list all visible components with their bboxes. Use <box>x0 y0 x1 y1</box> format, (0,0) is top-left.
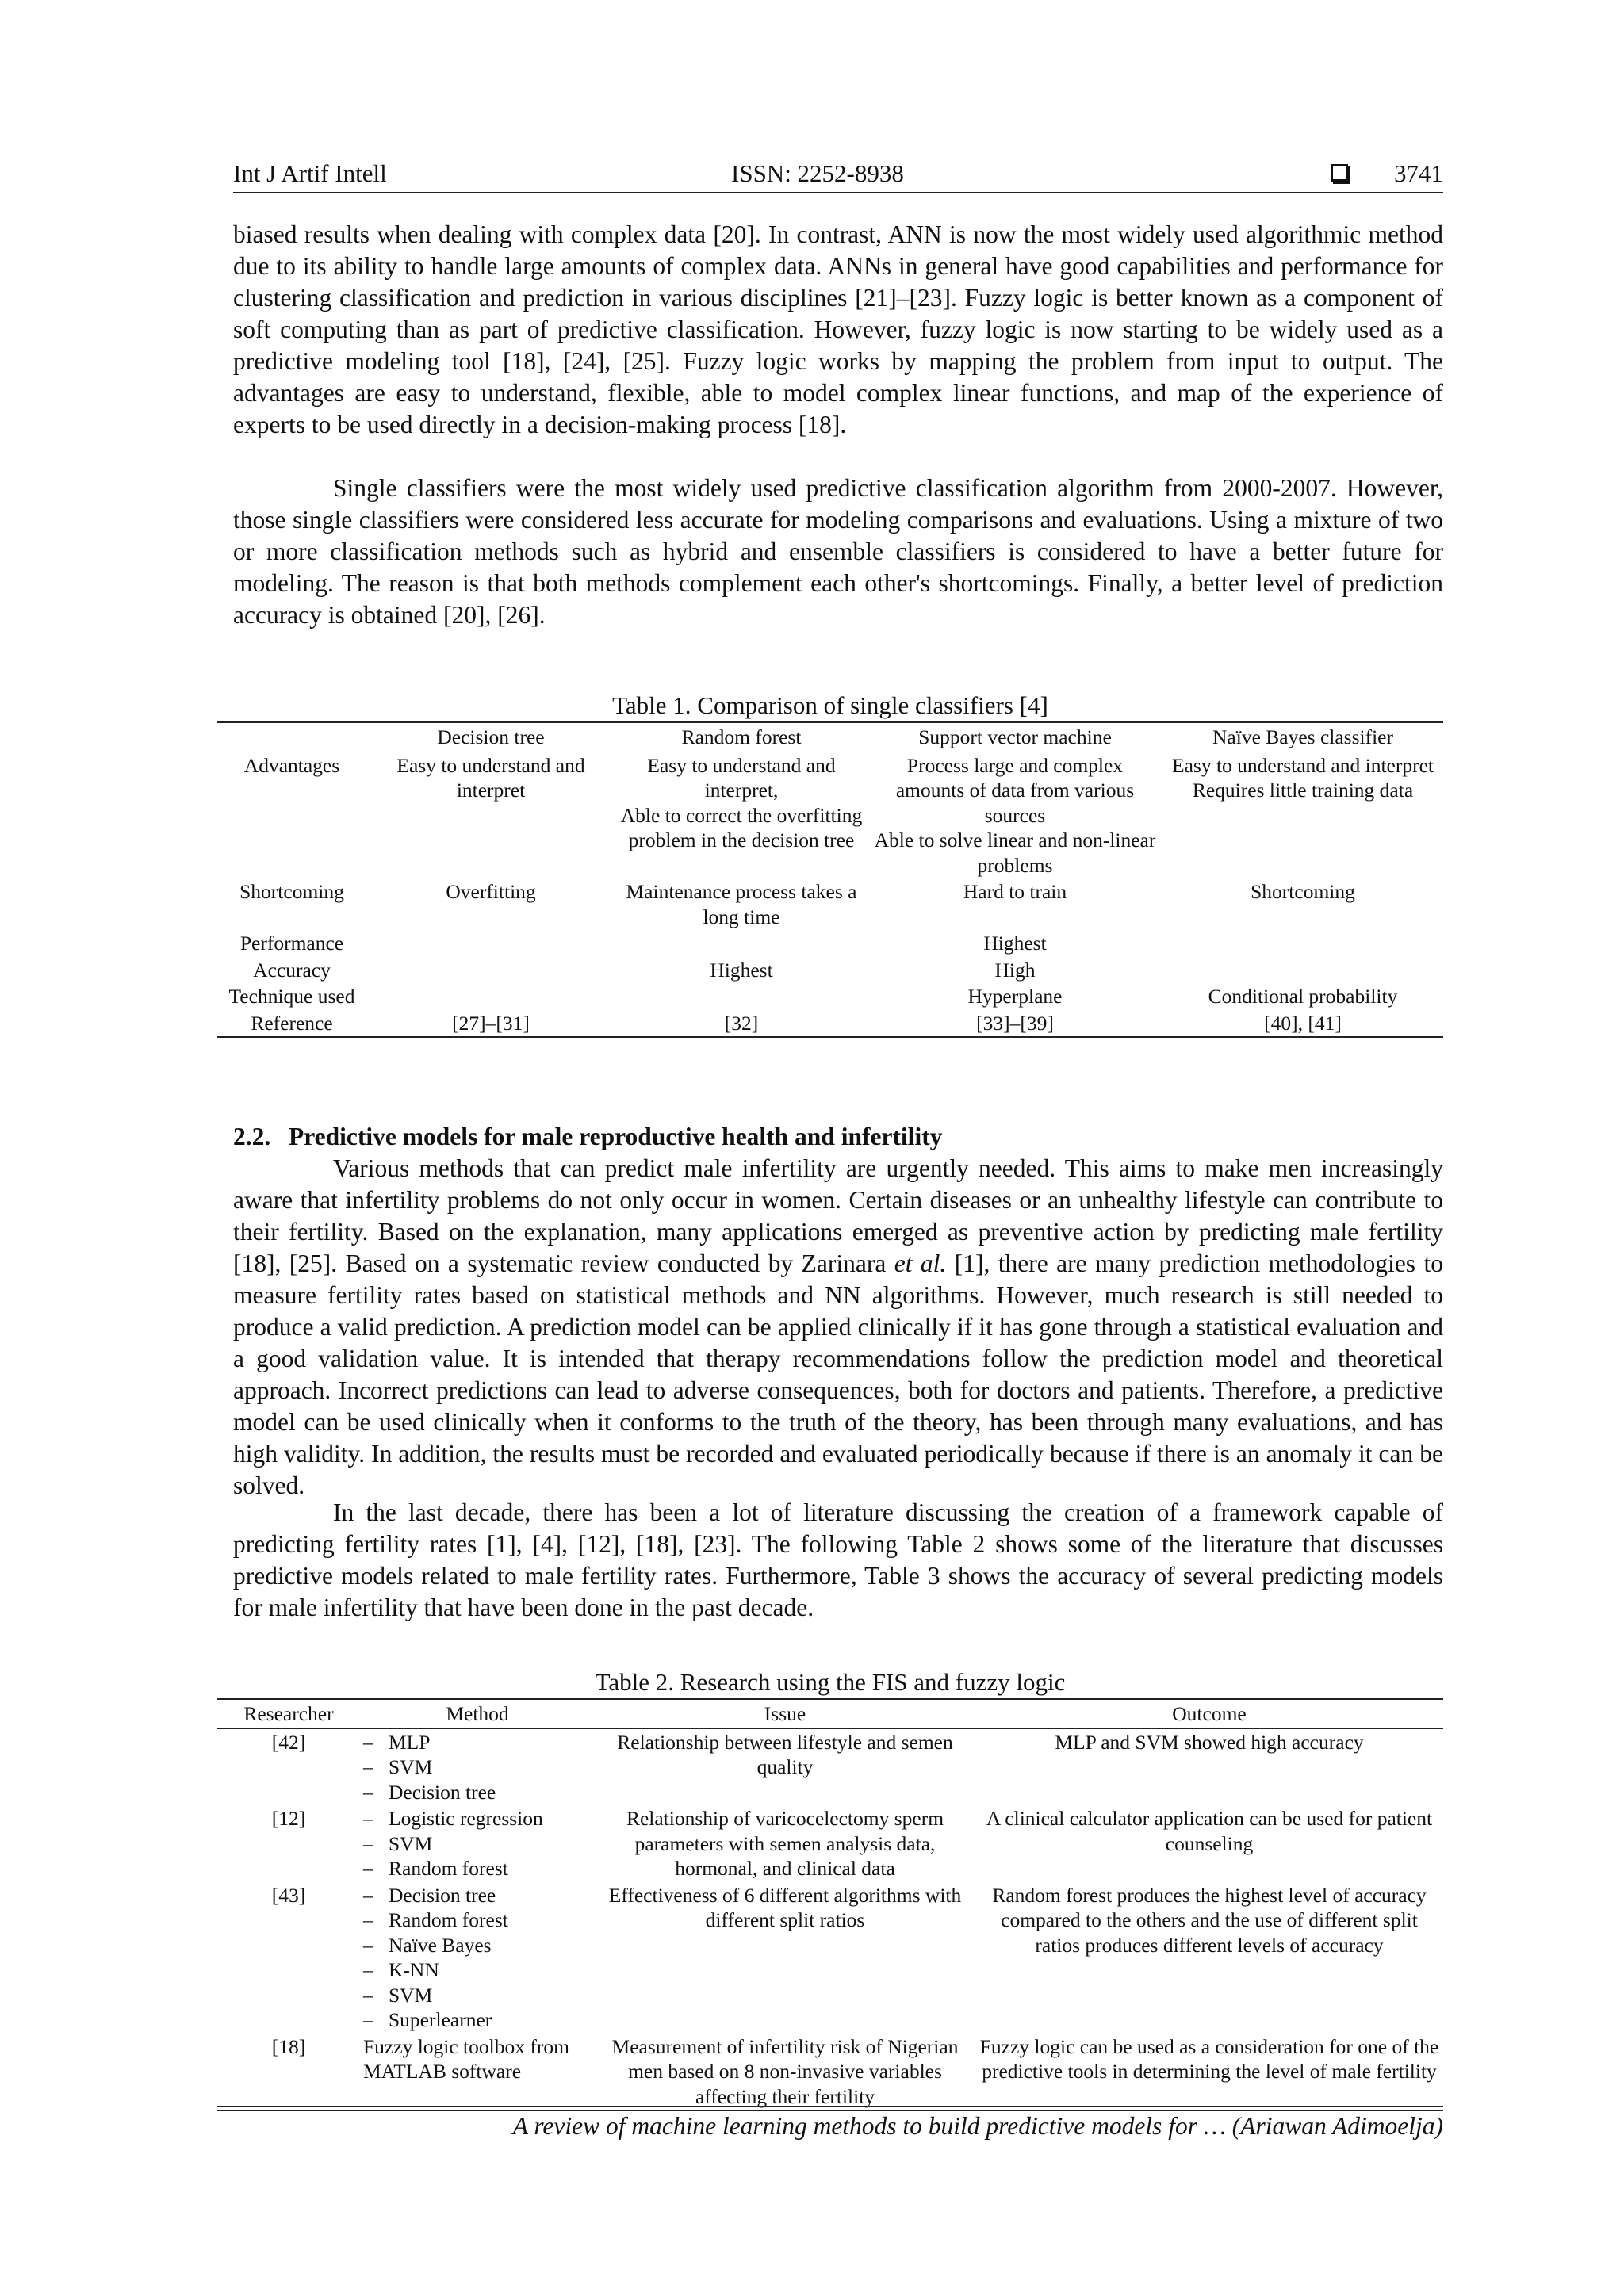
table-cell: Effectiveness of 6 different algorithms with different split ratios <box>608 1883 962 1931</box>
table-cell: Relationship between lifestyle and semen quality <box>617 1730 953 1778</box>
table-cell: [18] <box>217 2034 360 2111</box>
paragraph-male-infertility <box>233 1153 1443 1502</box>
table2-header-method: Method <box>360 1699 595 1728</box>
method-list <box>360 1882 595 2034</box>
method-item: – Logistic regression <box>363 1806 592 1831</box>
method-item: – Decision tree <box>363 1883 592 1908</box>
table1-header-blank <box>217 722 366 752</box>
table-cell: Random forest produces the highest level of accuracy compared to the others and the use of different split ratios produces different levels of accuracy <box>992 1883 1427 1957</box>
row-label: Accuracy <box>253 958 331 982</box>
table-row <box>217 1805 1443 1882</box>
table-cell: Easy to understand and interpret <box>396 753 585 802</box>
running-footer: A review of machine learning methods to build predictive models for … (Ariawan Adimoelja) <box>512 2112 1443 2140</box>
method-item: – K-NN <box>363 1957 592 1983</box>
table-cell: [33]–[39] <box>868 1010 1162 1038</box>
table2-header-outcome: Outcome <box>975 1699 1443 1728</box>
table1-header-decision-tree: Decision tree <box>366 722 615 752</box>
table-row <box>217 1010 1443 1038</box>
table-cell: High <box>994 958 1036 982</box>
table-cell: [40], [41] <box>1162 1010 1443 1038</box>
table2-header-row <box>217 1699 1443 1728</box>
issn: ISSN: 2252-8938 <box>731 159 904 187</box>
table1-header-naive-bayes: Naïve Bayes classifier <box>1162 722 1443 752</box>
cell-line: Able to solve linear and non-linear problems <box>874 828 1156 877</box>
table1-header-random-forest: Random forest <box>615 722 868 752</box>
table-cell <box>1162 752 1443 878</box>
table-cell <box>1162 957 1443 984</box>
table-cell: Highest <box>710 958 773 982</box>
method-item: – Naïve Bayes <box>363 1933 592 1958</box>
footer-rule <box>217 2106 1443 2107</box>
table-cell <box>366 957 615 984</box>
table-cell: Fuzzy logic can be used as a consideration for one of the predictive tools in determining the level of male fertility <box>975 2034 1443 2111</box>
table-cell: [32] <box>615 1010 868 1038</box>
table-cell: Shortcoming <box>1251 880 1355 903</box>
row-label: Reference <box>217 1010 366 1038</box>
table-row <box>217 2034 1443 2111</box>
paragraph-ann-fuzzy: biased results when dealing with complex data [20]. In contrast, ANN is now the most widely used algorithmic method due to its ability to handle large amounts of complex data. ANNs in general have good capabilities and performance for clustering classification and prediction in various disciplines [21]–[23]. Fuzzy logic is better known as a component of soft computing than as part of predictive classification. However, fuzzy logic is now starting to be widely used as a predictive modeling tool [18], [24], [25]. Fuzzy logic works by mapping the problem from input to output. The advantages are easy to understand, flexible, able to model complex linear functions, and map of the experience of experts to be used directly in a decision-making process [18]. <box>233 220 1443 438</box>
square-bullet-icon <box>1331 164 1348 182</box>
section-heading <box>233 1121 942 1153</box>
table-cell <box>868 752 1162 878</box>
method-item: – SVM <box>363 1983 592 2008</box>
section-title: Predictive models for male reproductive health and infertility <box>289 1123 943 1150</box>
table-cell <box>615 930 868 957</box>
table-cell: Measurement of infertility risk of Nigerian men based on 8 non-invasive variables affecting their fertility <box>595 2034 975 2111</box>
table-cell: [27]–[31] <box>366 1010 615 1038</box>
table2-header-researcher: Researcher <box>217 1699 360 1728</box>
paragraph-italic-text: et al. <box>894 1249 947 1277</box>
table-cell: A clinical calculator application can be used for patient counseling <box>986 1807 1433 1855</box>
row-label: Shortcoming <box>239 880 344 903</box>
table-cell: [43] <box>271 1883 306 1907</box>
paragraph-single-classifiers: Single classifiers were the most widely used predictive classification algorithm from 2000-2007. However, those single classifiers were considered less accurate for modeling comparisons and evaluations. Using a mixture of two or more classification methods such as hybrid and ensemble classifiers is considered to have a better future for modeling. The reason is that both methods complement each other's shortcomings. Finally, a better level of prediction accuracy is obtained [20], [26]. <box>233 474 1443 629</box>
method-list <box>360 1728 595 1805</box>
method-item: – Random forest <box>363 1908 592 1933</box>
method-item: – SVM <box>363 1755 592 1780</box>
paragraph-text: Various methods that can predict male infertility are urgently needed. This aims to make men increasingly aware that infertility problems do not only occur in women. Certain diseases or an unhealthy lifestyle can contribute to their fertility. Based on the explanation, many applications emerged as preventive action by predicting male fertility [18], [25]. Based on a systematic review conducted by Zarinara <box>233 1154 1443 1277</box>
page-number: 3741 <box>1394 159 1443 187</box>
cell-line: Easy to understand and interpret, <box>647 753 836 802</box>
table-row <box>217 752 1443 878</box>
table-cell: Overfitting <box>446 880 536 903</box>
table-row <box>217 878 1443 930</box>
table-row <box>217 930 1443 957</box>
running-header <box>233 155 1443 193</box>
paragraph-text: [1], there are many prediction methodologies to measure fertility rates based on statistical methods and NN algorithms. However, much research is still needed to produce a valid prediction. A prediction model can be applied clinically if it has gone through a statistical evaluation and a good validation value. It is intended that therapy recommendations follow the prediction model and theoretical approach. Incorrect predictions can lead to adverse consequences, both for doctors and patients. Therefore, a predictive model can be used clinically when it conforms to the truth of the theory, has been through many evaluations, and has high validity. In addition, the results must be recorded and evaluated periodically because if there is an anomaly it can be solved. <box>233 1249 1443 1499</box>
table-row <box>217 957 1443 984</box>
row-label: Advantages <box>243 753 340 777</box>
table-cell: Relationship of varicocelectomy sperm parameters with semen analysis data, hormonal, and clinical data <box>626 1807 944 1880</box>
table1-caption: Table 1. Comparison of single classifiers [4] <box>612 691 1048 719</box>
table-cell: [12] <box>271 1807 306 1830</box>
table2 <box>217 1698 1443 2111</box>
table-cell <box>615 752 868 878</box>
method-item: – Decision tree <box>363 1780 592 1805</box>
table-cell: Hard to train <box>963 880 1067 903</box>
cell-line: Easy to understand and interpret <box>1172 753 1434 777</box>
table-cell: [42] <box>271 1730 306 1754</box>
table2-header-issue: Issue <box>595 1699 975 1728</box>
table-cell <box>366 983 615 1010</box>
method-list <box>360 1805 595 1882</box>
cell-line: Process large and complex amounts of data from various sources <box>895 753 1135 827</box>
table1 <box>217 721 1443 1038</box>
method-item: – Superlearner <box>363 2007 592 2033</box>
row-label: Performance <box>239 932 344 955</box>
table-cell: Conditional probability <box>1208 985 1398 1008</box>
row-label: Technique used <box>228 985 355 1008</box>
table-cell: Hyperplane <box>967 985 1063 1008</box>
table-cell <box>1162 930 1443 957</box>
table-cell <box>615 983 868 1010</box>
table-row <box>217 1728 1443 1805</box>
method-item: – SVM <box>363 1831 592 1857</box>
table-cell: MLP and SVM showed high accuracy <box>1055 1730 1364 1754</box>
table-cell <box>366 930 615 957</box>
section-number: 2.2. <box>233 1123 271 1150</box>
table1-header-row <box>217 722 1443 752</box>
cell-line: Requires little training data <box>1192 779 1414 802</box>
table-cell: Maintenance process takes a long time <box>626 880 857 928</box>
journal-name: Int J Artif Intell <box>233 159 387 187</box>
table-row <box>217 1882 1443 2034</box>
table-cell: Fuzzy logic toolbox from MATLAB software <box>360 2034 595 2111</box>
table-row <box>217 983 1443 1010</box>
method-item: – MLP <box>363 1730 592 1755</box>
cell-line: Able to correct the overfitting problem in the decision tree <box>620 803 863 851</box>
method-item: – Random forest <box>363 1856 592 1881</box>
table-cell: Highest <box>983 932 1047 955</box>
table1-header-svm: Support vector machine <box>868 722 1162 752</box>
paragraph-last-decade: In the last decade, there has been a lot of literature discussing the creation of a framework capable of predicting fertility rates [1], [4], [12], [18], [23]. The following Table 2 shows some of the literature that discusses predictive models related to male fertility rates. Furthermore, Table 3 shows the accuracy of several predicting models for male infertility that have been done in the past decade. <box>233 1498 1443 1621</box>
table2-caption: Table 2. Research using the FIS and fuzzy logic <box>595 1668 1066 1696</box>
